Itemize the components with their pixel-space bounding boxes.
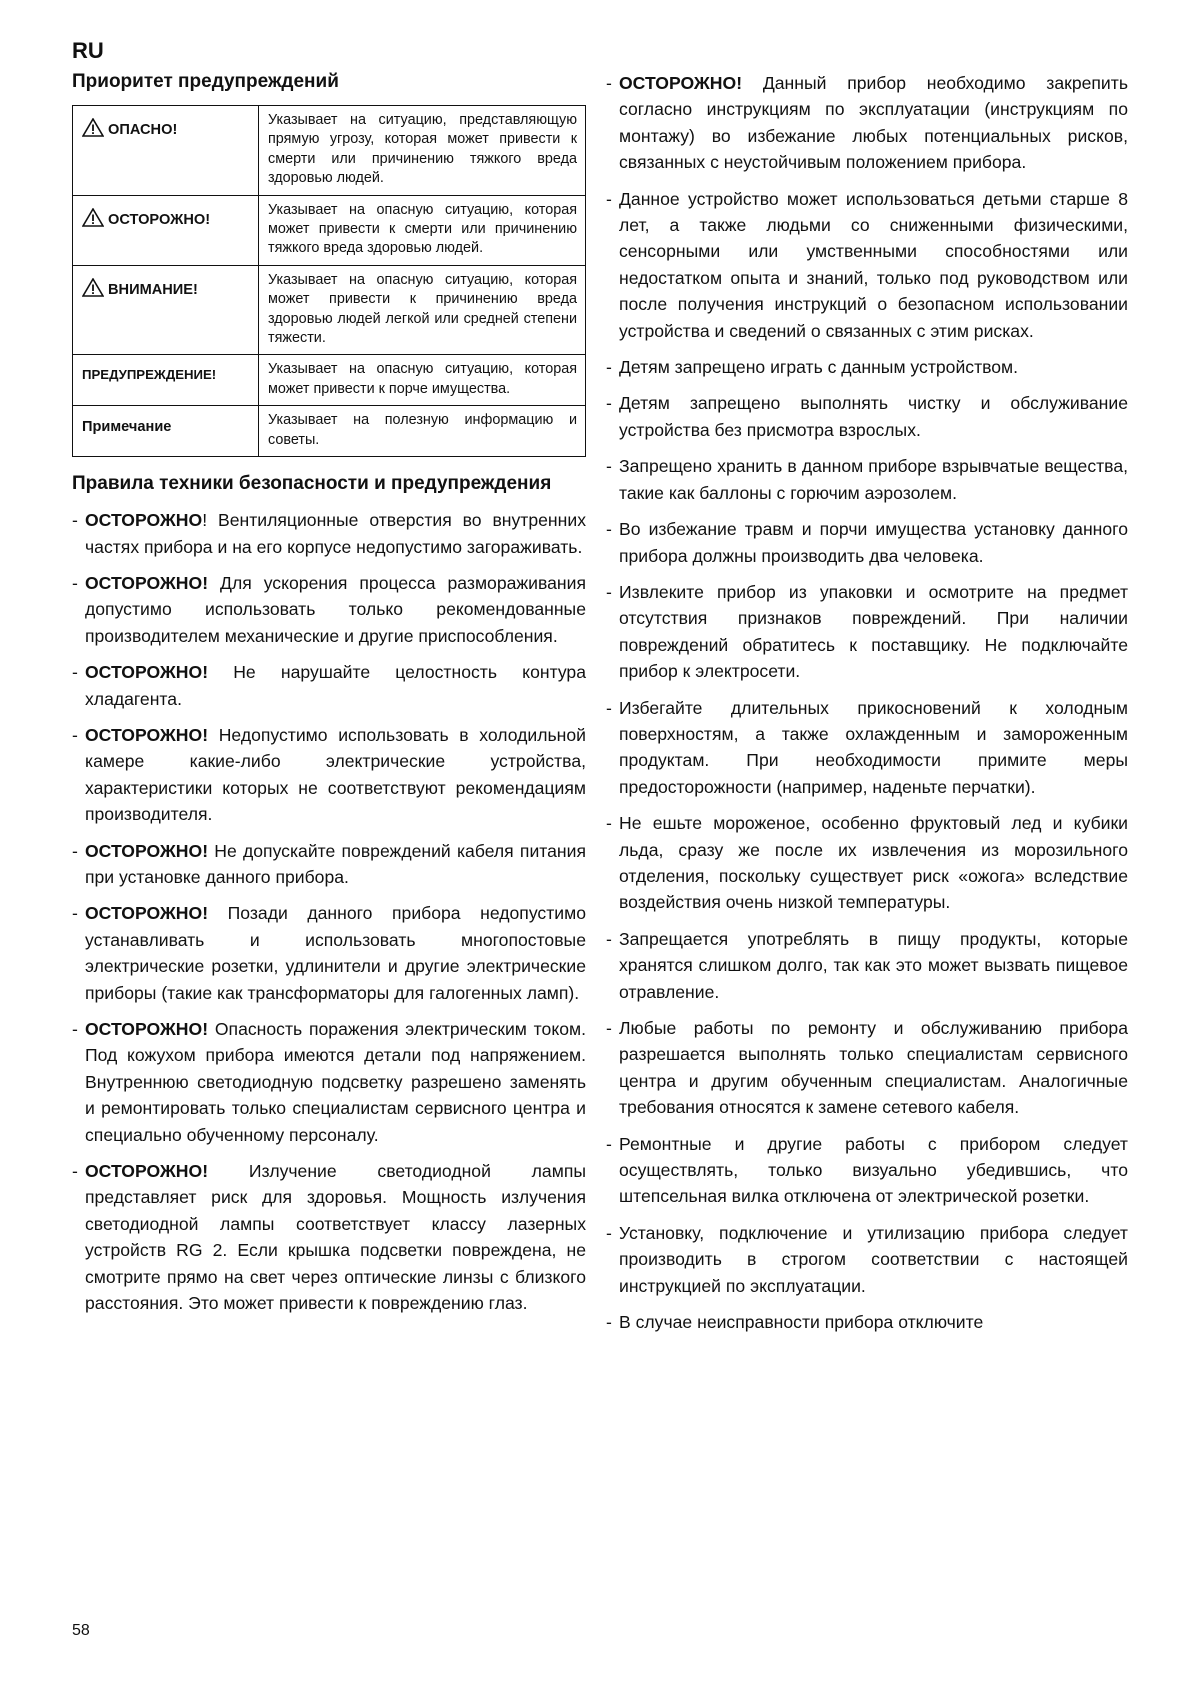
list-item: - ОСТОРОЖНО! Для ускорения процесса размораживания допустимо использовать только рекомендованные производителем механические и другие приспособления.: [72, 570, 586, 649]
page-number: 58: [72, 1622, 90, 1639]
label-warning: ОСТОРОЖНО!: [108, 211, 211, 228]
warning-triangle-icon: [82, 118, 104, 143]
table-row: [73, 195, 586, 265]
table-row: [73, 355, 586, 406]
list-item: - ОСТОРОЖНО! Опасность поражения электрическим током. Под кожухом прибора имеются детали под напряжением. Внутреннюю светодиодную подсветку разрешено заменять и ремонтировать только специалистам сервисного центра и специально обученному персоналу.: [72, 1016, 586, 1148]
label-caution: ВНИМАНИЕ!: [108, 281, 198, 298]
warning-triangle-icon: [82, 208, 104, 233]
list-item: - Не ешьте мороженое, особенно фруктовый лед и кубики льда, сразу же после их извлечения из морозильного отделения, поскольку существует риск «ожога» вследствие воздействия очень низкой температуры.: [606, 810, 1128, 916]
list-item: - ОСТОРОЖНО! Вентиляционные отверстия во внутренних частях прибора и на его корпусе недопустимо загораживать.: [72, 507, 586, 560]
right-column: [606, 70, 1128, 1345]
list-item: - ОСТОРОЖНО! Не нарушайте целостность контура хладагента.: [72, 659, 586, 712]
list-item: - Избегайте длительных прикосновений к холодным поверхностям, а также охлажденным и замороженным продуктам. При необходимости примите меры предосторожности (например, наденьте перчатки).: [606, 695, 1128, 801]
list-item: - ОСТОРОЖНО! Излучение светодиодной лампы представляет риск для здоровья. Мощность излучения светодиодной лампы соответствует классу лазерных устройств RG 2. Если крышка подсветки повреждена, не смотрите прямо на свет через оптические линзы с близкого расстояния. Это может привести к повреждению глаз.: [72, 1158, 586, 1316]
list-item: - Любые работы по ремонту и обслуживанию прибора разрешается выполнять только специалистам сервисного центра и другим обученным специалистам. Аналогичные требования относятся к замене сетевого кабеля.: [606, 1015, 1128, 1121]
list-item: - ОСТОРОЖНО! Позади данного прибора недопустимо устанавливать и использовать многопостовые электрические розетки, удлинители и другие электрические приборы (такие как трансформаторы для галогенных ламп).: [72, 900, 586, 1006]
desc-danger: Указывает на ситуацию, представляющую прямую угрозу, которая может привести к смерти или причинению тяжкого вреда здоровью людей.: [259, 106, 586, 196]
safety-list-right: [606, 70, 1128, 1335]
list-item: - ОСТОРОЖНО! Недопустимо использовать в холодильной камере какие-либо электрические устройства, характеристики которых не соответствуют рекомендациям производителя.: [72, 722, 586, 828]
table-row: [73, 265, 586, 355]
left-column: [72, 70, 586, 1326]
desc-notice: Указывает на опасную ситуацию, которая может привести к порче имущества.: [259, 355, 586, 406]
list-item: - ОСТОРОЖНО! Не допускайте повреждений кабеля питания при установке данного прибора.: [72, 838, 586, 891]
list-item: - Установку, подключение и утилизацию прибора следует производить в строгом соответствии с настоящей инструкцией по эксплуатации.: [606, 1220, 1128, 1299]
list-item: - Детям запрещено выполнять чистку и обслуживание устройства без присмотра взрослых.: [606, 390, 1128, 443]
safety-list-left: [72, 507, 586, 1316]
list-item: - Запрещается употреблять в пищу продукты, которые хранятся слишком долго, так как это может вызвать пищевое отравление.: [606, 926, 1128, 1005]
list-item: - ОСТОРОЖНО! Данный прибор необходимо закрепить согласно инструкциям по эксплуатации (инструкциям по монтажу) во избежание любых потенциальных рисков, связанных с неустойчивым положением прибора.: [606, 70, 1128, 176]
list-item: - Во избежание травм и порчи имущества установку данного прибора должны производить два человека.: [606, 516, 1128, 569]
list-item: - Детям запрещено играть с данным устройством.: [606, 354, 1128, 380]
warning-triangle-icon: [82, 278, 104, 303]
language-code: RU: [72, 38, 104, 63]
desc-warning: Указывает на опасную ситуацию, которая может привести к смерти или причинению тяжкого вреда здоровью людей.: [259, 195, 586, 265]
list-item: - Запрещено хранить в данном приборе взрывчатые вещества, такие как баллоны с горючим аэрозолем.: [606, 453, 1128, 506]
priority-heading: Приоритет предупреждений: [72, 71, 339, 92]
desc-note: Указывает на полезную информацию и советы.: [259, 406, 586, 457]
label-danger: ОПАСНО!: [108, 122, 178, 138]
list-item: - В случае неисправности прибора отключите: [606, 1309, 1128, 1335]
desc-caution: Указывает на опасную ситуацию, которая может привести к причинению вреда здоровью людей легкой или средней степени тяжести.: [259, 265, 586, 355]
list-item: - Данное устройство может использоваться детьми старше 8 лет, а также людьми со сниженными физическими, сенсорными или умственными способностями или недостатком опыта и знаний, только под руководством или после получения инструкций о безопасном использовании устройства и сведений о связанных с этим рисках.: [606, 186, 1128, 344]
table-row: [73, 406, 586, 457]
safety-rules-heading: Правила техники безопасности и предупреждения: [72, 473, 552, 495]
list-item: - Ремонтные и другие работы с прибором следует осуществлять, только визуально убедившись, что штепсельная вилка отключена от электрической розетки.: [606, 1131, 1128, 1210]
table-row: [73, 106, 586, 196]
label-notice: ПРЕДУПРЕЖДЕНИЕ!: [73, 355, 259, 406]
label-note: Примечание: [73, 406, 259, 457]
warning-priority-table: [72, 105, 586, 457]
list-item: - Извлеките прибор из упаковки и осмотрите на предмет отсутствия признаков повреждений. При наличии повреждений обратитесь к поставщику. Не подключайте прибор к электросети.: [606, 579, 1128, 685]
